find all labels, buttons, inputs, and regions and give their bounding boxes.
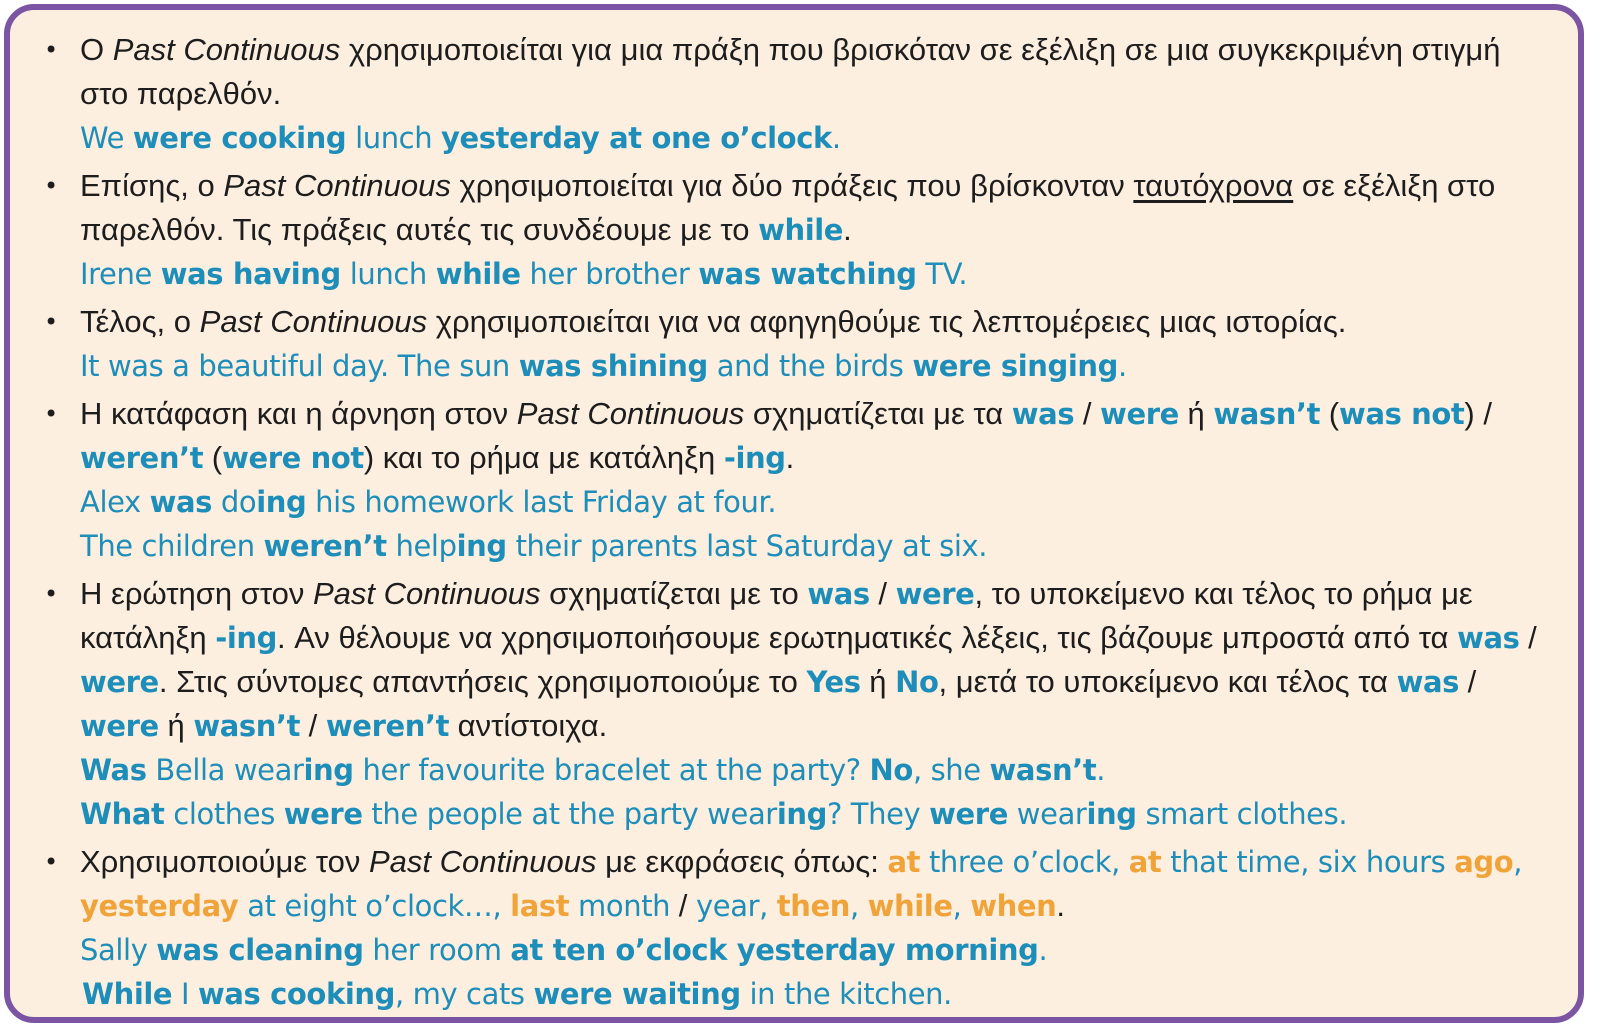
example-sentence: We were cooking lunch yesterday at one o’clock.	[80, 121, 841, 155]
rule-6	[38, 840, 1554, 1016]
rule-3	[38, 300, 1554, 388]
rule-text: • Ο Past Continuous χρησιμοποιείται για μια πράξη που βρισκόταν σε εξέλιξη σε μια συγκεκριμένη στιγμή στο παρελθόν.	[80, 32, 1501, 111]
rule-5	[38, 572, 1554, 836]
rule-text: • Χρησιμοποιούμε τον Past Continuous με εκφράσεις όπως: at three o’clock, at that time, six hours ago, yesterday at eight o’clock…, last month / year, then, while, when.	[80, 844, 1523, 923]
rule-text: • Τέλος, ο Past Continuous χρησιμοποιείται για να αφηγηθούμε τις λεπτομέρειες μιας ιστορίας.	[80, 304, 1347, 339]
rule-text: • Επίσης, ο Past Continuous χρησιμοποιείται για δύο πράξεις που βρίσκονταν ταυτόχρονα σε εξέλιξη στο παρελθόν. Τις πράξεις αυτές τις συνδέουμε με το while.	[80, 168, 1496, 247]
rule-4	[38, 392, 1554, 568]
rules-list	[38, 28, 1554, 1016]
example-sentence: Irene was having lunch while her brother was watching TV.	[80, 257, 968, 291]
rule-text: • Η ερώτηση στον Past Continuous σχηματίζεται με το was / were, το υποκείμενο και τέλος το ρήμα με κατάληξη -ing. Αν θέλουμε να χρησιμοποιήσουμε ερωτηματικές λέξεις, τις βάζουμε μπροστά από τα was / were. Στις σύντομες απαντήσεις χρησιμοποιούμε το Yes ή No, μετά το υποκείμενο και τέλος τα was / were ή wasn’t / weren’t αντίστοιχα.	[80, 576, 1537, 743]
time-expression-keyword: at	[887, 845, 921, 879]
example-sentence: Was Bella wearing her favourite bracelet at the party? No, she wasn’t.	[80, 753, 1106, 787]
rule-2	[38, 164, 1554, 296]
rule-text: • Η κατάφαση και η άρνηση στον Past Continuous σχηματίζεται με τα was / were ή wasn’t (was not) / weren’t (were not) και το ρήμα με κατάληξη -ing.	[80, 396, 1492, 475]
example-sentence: While I was cooking, my cats were waiting in the kitchen.	[82, 977, 952, 1011]
grammar-box	[4, 4, 1584, 1023]
example-sentence: Alex was doing his homework last Friday at four.	[80, 485, 777, 519]
example-sentence: It was a beautiful day. The sun was shining and the birds were singing.	[80, 349, 1127, 383]
example-sentence: Sally was cleaning her room at ten o’clock yesterday morning.	[80, 933, 1048, 967]
rule-1	[38, 28, 1554, 160]
underlined-word: ταυτόχρονα	[1133, 168, 1294, 203]
example-sentence: The children weren’t helping their parents last Saturday at six.	[80, 529, 988, 563]
example-sentence: What clothes were the people at the party wearing? They were wearing smart clothes.	[80, 797, 1348, 831]
keyword: while	[758, 213, 844, 247]
